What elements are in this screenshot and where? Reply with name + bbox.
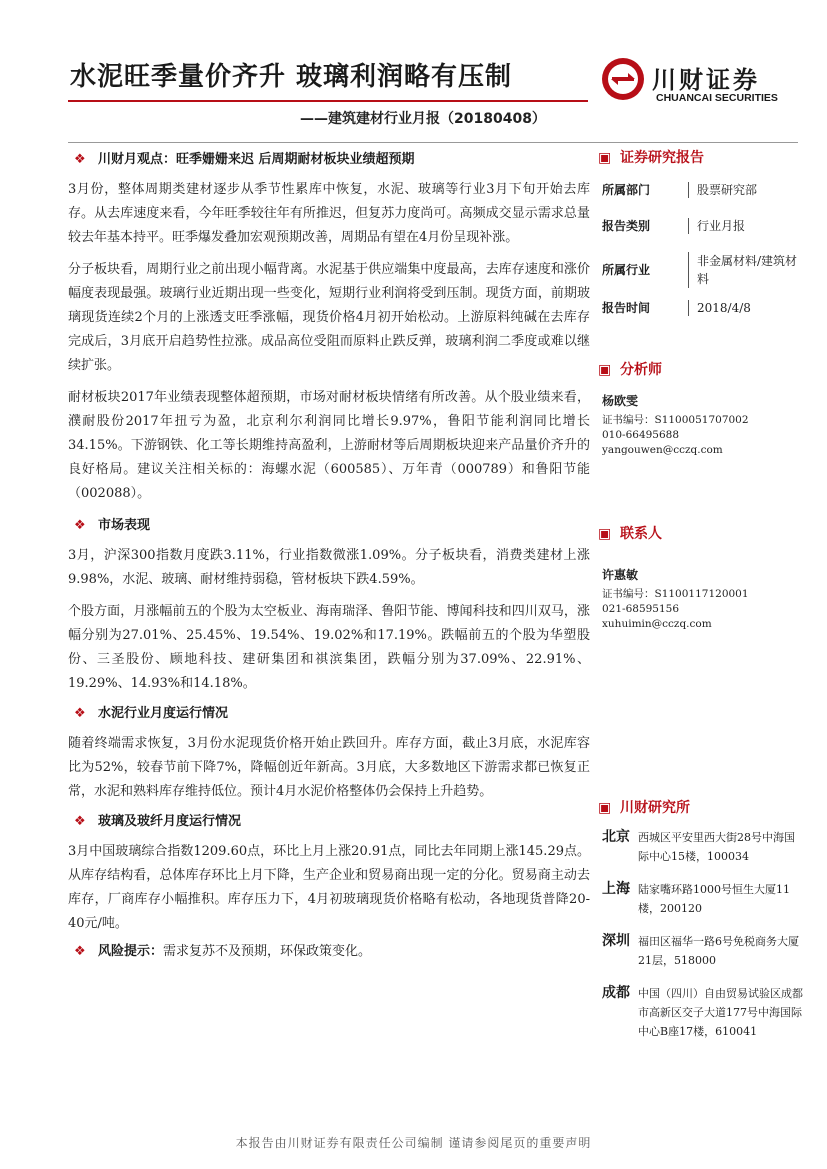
section-heading-cement [68, 702, 590, 726]
diamond-bullet-icon: ❖ [74, 944, 86, 959]
paragraph: 随着终端需求恢复，3月份水泥现货价格开始止跌回升。库存方面，截止3月底，水泥库容比为52%，较春节前下降7%，降幅创近年新高。3月底，大多数地区下游需求都已恢复正常，水泥和熟料库存维持低位。预计4月水泥价格整体仍会保持上升趋势。 [68, 736, 590, 799]
analyst-cert: 证书编号：S1100051707002 [602, 414, 749, 426]
risk-label: 风险提示： [98, 944, 164, 959]
office-city: 北京 [602, 829, 630, 845]
sidebar-heading-text: 证券研究报告 [620, 150, 704, 166]
meta-label: 报告类别 [602, 219, 651, 233]
section-heading-text: 水泥行业月度运行情况 [98, 706, 229, 721]
meta-value: 股票研究部 [688, 182, 800, 198]
office-city: 上海 [602, 881, 630, 897]
sidebar-heading-analyst [598, 358, 808, 382]
report-subtitle: ——建筑建材行业月报（20180408） [300, 111, 546, 127]
section-heading-text: 市场表现 [98, 518, 151, 533]
paragraph: 个股方面，月涨幅前五的个股为太空板业、海南瑞泽、鲁阳节能、博闻科技和四川双马，涨幅分别为27.01%、25.45%、19.54%、19.02%和17.19%。跌幅前五的个股为华塑股份、三圣股份、顾地科技、建研集团和祺滨集团，跌幅分别为37.09%、22.91%、19.29%、14.93%和14.18%。 [68, 604, 590, 691]
logo-english-name: CHUANCAI SECURITIES [656, 92, 778, 104]
meta-value: 2018/4/8 [688, 300, 800, 316]
analyst-card [598, 392, 808, 458]
meta-label: 所属部门 [602, 183, 651, 197]
sidebar-heading-report [598, 146, 808, 170]
diamond-bullet-icon: ❖ [74, 518, 86, 533]
risk-text: 需求复苏不及预期，环保政策变化。 [163, 944, 372, 959]
section-heading-monthly-view [68, 148, 590, 172]
report-icon: ▣ [598, 150, 612, 166]
contact-cert: 证书编号：S1100117120001 [602, 588, 749, 600]
logo-chinese-name: 川财证券 [652, 66, 760, 94]
section-heading-text: 玻璃及玻纤月度运行情况 [98, 814, 242, 829]
diamond-bullet-icon: ❖ [74, 814, 86, 829]
paragraph: 3月，沪深300指数月度跌3.11%，行业指数微涨1.09%。分子板块看，消费类建材上涨9.98%，水泥、玻璃、耐材维持弱稳，管材板块下跌4.59%。 [68, 548, 590, 587]
meta-row-industry [598, 248, 808, 296]
paragraph: 3月中国玻璃综合指数1209.60点，环比上月上涨20.91点，同比去年同期上涨145.29点。从库存结构看，总体库存环比上月下降，生产企业和贸易商出现一定的分化。贸易商主动去库存，厂商库存小幅推积。库存压力下，4月初玻璃现货价格略有松动，各地现货普降20-40元/吨。 [68, 844, 590, 931]
risk-warning [68, 940, 590, 964]
analyst-icon: ▣ [598, 362, 612, 378]
sidebar-heading-text: 分析师 [620, 362, 662, 378]
office-city: 成都 [602, 985, 630, 1001]
paragraph: 3月份，整体周期类建材逐步从季节性累库中恢复，水泥、玻璃等行业3月下旬开始去库存。从去库速度来看，今年旺季较往年有所推迟，但复苏力度尚可。高频成交显示需求总量较去年基本持平。旺季爆发叠加宏观预期改善，周期品有望在4月份呈现补涨。 [68, 182, 590, 245]
office-beijing [598, 826, 808, 878]
analyst-phone: 010-66495688 [602, 429, 680, 441]
meta-row-department [598, 178, 808, 212]
title-rule [68, 100, 588, 102]
meta-row-date [598, 296, 808, 324]
meta-label: 报告时间 [602, 301, 651, 315]
contact-icon: ▣ [598, 526, 612, 542]
contact-name: 许惠敏 [602, 568, 639, 582]
report-header [0, 0, 827, 140]
meta-label: 所属行业 [602, 263, 651, 277]
office-list [598, 826, 808, 1062]
diamond-bullet-icon: ❖ [74, 152, 86, 167]
sidebar-heading-institute [598, 796, 808, 820]
meta-value: 非金属材料/建筑材料 [688, 252, 800, 288]
meta-row-category [598, 212, 808, 248]
contact-phone: 021-68595156 [602, 603, 680, 615]
office-address: 福田区福华一路6号免税商务大厦21层，518000 [638, 935, 799, 967]
company-logo [600, 56, 800, 110]
sidebar-heading-text: 联系人 [620, 526, 662, 542]
meta-value: 行业月报 [688, 218, 800, 234]
office-city: 深圳 [602, 933, 630, 949]
main-column [68, 146, 590, 964]
office-shanghai [598, 878, 808, 930]
office-chengdu [598, 982, 808, 1062]
section-heading-text: 川财月观点：旺季姗姗来迟 后周期耐材板块业绩超预期 [98, 152, 415, 167]
sidebar [598, 146, 808, 1062]
diamond-bullet-icon: ❖ [74, 706, 86, 721]
logo-emblem-icon [600, 56, 646, 102]
sidebar-heading-contact [598, 522, 808, 546]
analyst-name: 杨欧雯 [602, 394, 639, 408]
office-address: 中国（四川）自由贸易试验区成都市高新区交子大道177号中海国际中心B座17楼，610041 [638, 987, 803, 1038]
paragraph: 分子板块看，周期行业之前出现小幅背离。水泥基于供应端集中度最高，去库存速度和涨价幅度表现最强。玻璃行业近期出现一些变化，短期行业利润将受到压制。现货方面，前期玻璃现货连续2个月的上涨透支旺季涨幅，现货价格4月初开始松动。上游原料纯碱在去库存完成后，3月底开启趋势性拉涨。成品高位受阻而原料止跌反弹，玻璃利润二季度或难以继续扩张。 [68, 262, 590, 373]
office-address: 陆家嘴环路1000号恒生大厦11楼，200120 [638, 883, 790, 915]
contact-card [598, 566, 808, 632]
paragraph: 耐材板块2017年业绩表现整体超预期，市场对耐材板块情绪有所改善。从个股业绩来看，濮耐股份2017年扭亏为盈，北京利尔利润同比增长9.97%，鲁阳节能利润同比增长34.15%。下游钢铁、化工等长期维持高盈利，上游耐材等后周期板块迎来产品量价齐升的良好格局。建议关注相关标的：海螺水泥（600585）、万年青（000789）和鲁阳节能（002088）。 [68, 390, 590, 501]
contact-email[interactable]: xuhuimin@cczq.com [602, 618, 712, 630]
section-heading-market [68, 514, 590, 538]
office-address: 西城区平安里西大街28号中海国际中心15楼，100034 [638, 831, 795, 863]
page-footer: 本报告由川财证券有限责任公司编制 谨请参阅尾页的重要声明 [235, 1136, 592, 1150]
section-heading-glass [68, 810, 590, 834]
analyst-email[interactable]: yangouwen@cczq.com [602, 444, 723, 456]
report-title: 水泥旺季量价齐升 玻璃利润略有压制 [70, 62, 513, 92]
header-divider [68, 142, 798, 143]
sidebar-heading-text: 川财研究所 [620, 800, 690, 816]
office-shenzhen [598, 930, 808, 982]
institute-icon: ▣ [598, 800, 612, 816]
